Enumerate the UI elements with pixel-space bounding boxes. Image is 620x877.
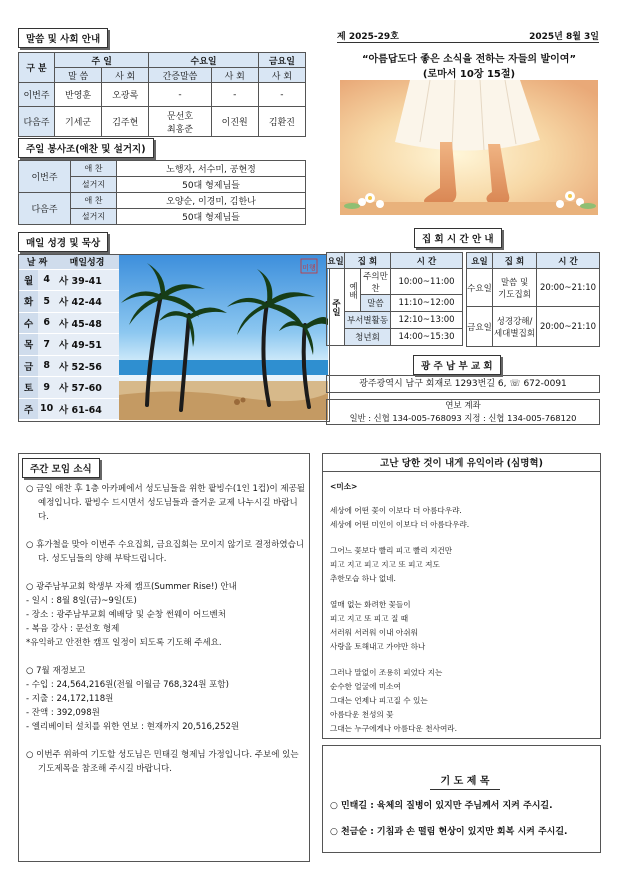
table-row <box>19 161 306 177</box>
meeting-table-weekday <box>466 252 600 347</box>
news-item: - 엘리베이터 설치를 위한 연보 : 현재까지 20,516,252원 <box>26 722 240 732</box>
cell: 50대 형제님들 <box>117 209 306 225</box>
table-row <box>327 269 463 295</box>
cell-line: 문선호 <box>166 111 194 122</box>
cell: 20:00~21:10 <box>537 269 600 307</box>
cell: 8 <box>38 355 55 377</box>
news-item: - 장소 : 광주남부교회 예배당 및 순창 썬웨이 어드벤처 <box>26 610 226 620</box>
cell: - <box>211 83 258 107</box>
h-reading: 매일성경 <box>55 255 119 269</box>
poem-line: 순수한 얼굴에 미소여 <box>330 682 401 691</box>
news-item: ○ 광주남부교회 학생부 자체 캠프(Summer Rise!) 안내 <box>26 582 237 592</box>
poem-line: 그러나 말없이 조용히 피었다 지는 <box>330 668 443 677</box>
cell: 20:00~21:10 <box>537 307 600 347</box>
table-row <box>467 269 600 307</box>
poem-line: 아름다운 천성의 꽃 <box>330 710 394 719</box>
news-content <box>26 482 306 776</box>
row-label: 이번주 <box>19 161 71 193</box>
table-row <box>19 193 306 209</box>
section-title-volunteers: 주일 봉사조(애찬 및 설거지) <box>18 138 154 158</box>
poem-label: <미소> <box>330 482 358 491</box>
poem-line: 피고 지고 피고 지고 또 피고 져도 <box>330 560 440 569</box>
h-time: 시 간 <box>391 253 463 269</box>
h-host3: 사 회 <box>258 68 305 83</box>
h-testimony: 간증말씀 <box>149 68 211 83</box>
cell-line: 최홍준 <box>166 124 194 135</box>
section-title-meetings: 집 회 시 간 안 내 <box>414 228 502 248</box>
table-row <box>19 291 119 313</box>
cell: 10 <box>38 398 55 420</box>
cell: - <box>149 83 211 107</box>
cell: 사 52-56 <box>55 355 119 377</box>
h-meet: 집 회 <box>345 253 391 269</box>
poem-content <box>330 480 596 736</box>
poem-line: 피고 지고 또 피고 질 때 <box>330 614 409 623</box>
poem-line: 그어느 꽃보다 빨리 피고 빨리 지건만 <box>330 546 453 555</box>
table-row <box>19 398 119 420</box>
cell: 애 찬 <box>71 193 117 209</box>
table-row <box>19 83 306 107</box>
cell: 기세군 <box>55 107 102 137</box>
table-row <box>19 334 119 356</box>
cell <box>493 269 537 307</box>
table-row <box>19 107 306 137</box>
issue-header <box>337 29 599 43</box>
cell: 6 <box>38 312 55 334</box>
cell: 주 <box>19 398 38 420</box>
news-item: - 잔액 : 392,098원 <box>26 708 100 718</box>
cell: 50대 형제님들 <box>117 177 306 193</box>
cell: 노행자, 서수미, 공현정 <box>117 161 306 177</box>
cell: 10:00~11:00 <box>391 269 463 295</box>
table-row <box>19 312 119 334</box>
cell: 5 <box>38 291 55 313</box>
news-item: *유익하고 안전한 캠프 일정이 되도록 기도해 주세요. <box>26 638 222 648</box>
prayer-item: ○ 천금순 : 기침과 손 떨림 현상이 있지만 회복 시켜 주시길. <box>330 827 568 837</box>
cell: 4 <box>38 269 55 291</box>
table-row <box>19 355 119 377</box>
table-row <box>327 329 463 346</box>
h-time: 시 간 <box>537 253 600 269</box>
cell: 김주현 <box>102 107 149 137</box>
h-word: 말 씀 <box>55 68 102 83</box>
cell: 설거지 <box>71 209 117 225</box>
service-table <box>18 52 306 137</box>
poem-line: 세상에 어떤 미인이 이보다 더 아름다우랴. <box>330 520 470 529</box>
bible-table <box>19 255 119 420</box>
cell-line: 말씀 및 <box>500 277 529 288</box>
h-wednesday: 수요일 <box>149 53 258 68</box>
table-row <box>467 307 600 347</box>
news-item: ○ 금일 애찬 후 1층 아카페에서 성도님들을 위한 팥빙수(1인 1컵)이 제공될 예정입니다. 팥빙수 드시면서 성도님들과 즐거운 교제 나누시길 바랍니다. <box>26 484 305 522</box>
h-day: 요일 <box>467 253 493 269</box>
h-gubun: 구 분 <box>19 53 55 83</box>
day-cell: 주일 <box>327 269 345 346</box>
cell: 9 <box>38 377 55 399</box>
cell-line: 기도집회 <box>498 289 531 300</box>
account-numbers: 일반 : 신협 134-005-768093 지정 : 신협 134-005-768120 <box>349 413 577 423</box>
meeting-table-sunday <box>326 252 463 346</box>
cell-line: 세대별집회 <box>493 328 536 339</box>
h-day: 요일 <box>327 253 345 269</box>
cell: 수 <box>19 312 38 334</box>
news-item: - 지출 : 24,172,118원 <box>26 694 114 704</box>
table-row <box>19 377 119 399</box>
h-host2: 사 회 <box>211 68 258 83</box>
verse-ref: (로마서 10장 15절) <box>422 69 516 80</box>
account-title: 연보 계좌 <box>445 401 481 411</box>
account-box <box>326 399 600 425</box>
volunteer-table <box>18 160 306 225</box>
church-address: 광주광역시 남구 회재로 1293번길 6, ☏ 672-0091 <box>326 375 600 393</box>
cell-line: 성경강해/ <box>496 316 533 327</box>
cell: 사 57-60 <box>55 377 119 399</box>
cell: 청년회 <box>345 329 391 346</box>
news-item: - 복음 강사 : 문선호 형제 <box>26 624 120 634</box>
prayer-list <box>330 800 598 839</box>
verse-text: “아름답도다 좋은 소식을 전하는 자들의 발이여” <box>361 54 577 65</box>
news-item: ○ 이번주 위하여 기도할 성도님은 민태길 형제님 가정입니다. 주보에 있는 기도제목을 참조해 주시길 바랍니다. <box>26 750 299 774</box>
poem-line: 추한모습 하나 없네. <box>330 574 396 583</box>
h-friday: 금요일 <box>258 53 305 68</box>
h-host: 사 회 <box>102 68 149 83</box>
cell: 애 찬 <box>71 161 117 177</box>
news-item: ○ 휴가철을 맞아 이번주 수요집회, 금요집회는 모이지 않기로 결정하였습니다. 성도님들의 양해 부탁드립니다. <box>26 540 305 564</box>
news-item: ○ 7월 재정보고 <box>26 666 86 676</box>
painting-signature: 미행 <box>302 264 316 272</box>
h-meet: 집 회 <box>493 253 537 269</box>
poem-title: 고난 당한 것이 내게 유익이라 (심명혁) <box>323 455 600 472</box>
cell: 금요일 <box>467 307 493 347</box>
palm-beach-painting <box>119 255 328 420</box>
cell: 14:00~15:30 <box>391 329 463 346</box>
cell: 사 42-44 <box>55 291 119 313</box>
cell: 사 39-41 <box>55 269 119 291</box>
cell: 수요일 <box>467 269 493 307</box>
news-item: - 수입 : 24,564,216원(전월 이월금 768,324원 포함) <box>26 680 229 690</box>
section-title-bible: 매일 성경 및 묵상 <box>18 232 108 252</box>
table-row <box>327 312 463 329</box>
cell: 금 <box>19 355 38 377</box>
cell: - <box>258 83 305 107</box>
cell: 사 49-51 <box>55 334 119 356</box>
cell: 오양순, 이경미, 김한나 <box>117 193 306 209</box>
feet-illustration <box>340 80 598 215</box>
cell: 목 <box>19 334 38 356</box>
news-item: - 일시 : 8월 8일(금)~9일(토) <box>26 596 137 606</box>
issue-number: 제 2025-29호 <box>337 32 399 42</box>
row-label: 이번주 <box>19 83 55 107</box>
cell: 11:10~12:00 <box>391 295 463 312</box>
cell: 7 <box>38 334 55 356</box>
cell: 사 61-64 <box>55 398 119 420</box>
prayer-title: 기 도 제 목 <box>430 772 500 790</box>
cell: 12:10~13:00 <box>391 312 463 329</box>
cell <box>149 107 211 137</box>
row-label: 다음주 <box>19 193 71 225</box>
poem-line: 그대는 누구에게나 아름다운 천사여라. <box>330 724 458 733</box>
cell: 이진원 <box>211 107 258 137</box>
row-label: 다음주 <box>19 107 55 137</box>
cell: 부서별활동 <box>345 312 391 329</box>
cell: 설거지 <box>71 177 117 193</box>
poem-line: 서러워 서러워 이내 아쉬워 <box>330 628 418 637</box>
issue-date: 2025년 8월 3일 <box>529 32 599 42</box>
poem-line: 그대는 언제나 피고질 수 있는 <box>330 696 428 705</box>
cell: 말씀 <box>361 295 391 312</box>
cell: 반영훈 <box>55 83 102 107</box>
cell <box>493 307 537 347</box>
poem-line: 세상에 어떤 꽃이 이보다 더 아름다우랴. <box>330 506 462 515</box>
cell: 오광록 <box>102 83 149 107</box>
cell: 토 <box>19 377 38 399</box>
prayer-item: ○ 민태길 : 육체의 질병이 있지만 주님께서 지켜 주시길. <box>330 801 553 811</box>
cell: 김환진 <box>258 107 305 137</box>
cell: 주의만찬 <box>361 269 391 295</box>
worship-cell: 예배 <box>345 269 361 312</box>
poem-line: 사랑을 토해내고 가야만 하나 <box>330 642 426 651</box>
cell: 사 45-48 <box>55 312 119 334</box>
table-row <box>19 269 119 291</box>
section-title-news: 주간 모임 소식 <box>22 458 100 478</box>
cell: 월 <box>19 269 38 291</box>
church-name: 광 주 남 부 교 회 <box>413 355 501 375</box>
h-sunday: 주 일 <box>55 53 149 68</box>
section-title-word-service: 말씀 및 사회 안내 <box>18 28 108 48</box>
poem-line: 열매 없는 화려한 꽃들이 <box>330 600 411 609</box>
cell: 화 <box>19 291 38 313</box>
h-date: 날 짜 <box>19 255 55 269</box>
